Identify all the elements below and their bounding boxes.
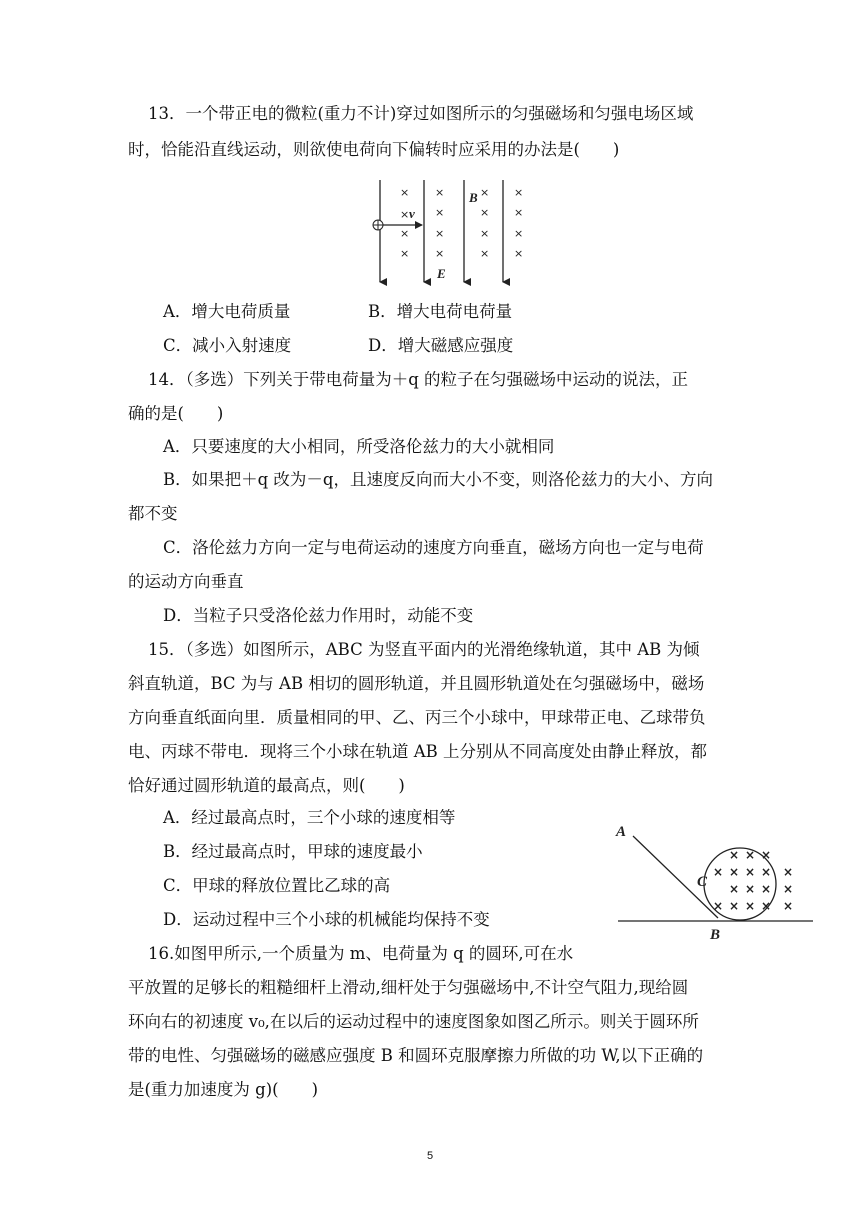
label-A: A — [616, 824, 627, 840]
b-field-cross: × — [761, 899, 772, 913]
b-field-cross: × — [745, 882, 756, 896]
b-field-cross: × — [435, 186, 445, 199]
q16-line3: 环向右的初速度 v₀,在以后的运动过程中的速度图象如图乙所示。则关于圆环所 — [128, 1012, 699, 1031]
b-field-cross: × — [400, 227, 410, 240]
b-field-cross: × — [480, 247, 490, 260]
b-field-cross: × — [745, 848, 756, 862]
q15-stem-line1: 15．（多选）如图所示，ABC 为竖直平面内的光滑绝缘轨道，其中 AB 为倾 — [148, 640, 700, 659]
b-field-cross: × — [761, 865, 772, 879]
b-field-cross: × — [514, 227, 524, 240]
q15-option-a: A．经过最高点时，三个小球的速度相等 — [163, 808, 456, 827]
q14-stem-line1: 14．（多选）下列关于带电荷量为＋q 的粒子在匀强磁场中运动的说法，正 — [148, 370, 689, 389]
b-field-cross: × — [400, 208, 410, 221]
q13-stem-line2: 时，恰能沿直线运动，则欲使电荷向下偏转时应采用的办法是( ) — [128, 140, 620, 159]
b-field-cross: × — [713, 865, 724, 879]
q13-option-d: D．增大磁感应强度 — [368, 336, 514, 355]
b-field-cross: × — [761, 882, 772, 896]
b-field-cross: × — [713, 899, 724, 913]
q15-option-b: B．经过最高点时，甲球的速度最小 — [163, 842, 423, 861]
b-field-cross: × — [745, 865, 756, 879]
q14-option-b-line1: B．如果把＋q 改为－q，且速度反向而大小不变，则洛伦兹力的大小、方向 — [163, 470, 713, 489]
b-field-cross: × — [480, 206, 490, 219]
label-v: v — [409, 206, 415, 221]
q15-stem-line4: 电、丙球不带电．现将三个小球在轨道 AB 上分别从不同高度处由静止释放，都 — [128, 742, 708, 761]
q14-option-c-line2: 的运动方向垂直 — [128, 572, 244, 591]
page-number: 5 — [426, 1150, 434, 1162]
q16-line4: 带的电性、匀强磁场的磁感应强度 B 和圆环克服摩擦力所做的功 W,以下正确的 — [128, 1046, 704, 1065]
q13-stem-line1: 13．一个带正电的微粒(重力不计)穿过如图所示的匀强磁场和匀强电场区域 — [148, 104, 694, 123]
b-field-cross: × — [783, 865, 794, 879]
b-field-cross: × — [783, 899, 794, 913]
q14-option-b-line2: 都不变 — [128, 504, 178, 523]
b-field-cross: × — [745, 899, 756, 913]
b-field-cross: × — [514, 206, 524, 219]
q14-option-a: A．只要速度的大小相同，所受洛伦兹力的大小就相同 — [163, 437, 555, 456]
b-field-cross: × — [729, 865, 740, 879]
b-field-cross: × — [783, 882, 794, 896]
b-field-cross: × — [400, 186, 410, 199]
b-field-cross: × — [480, 186, 490, 199]
q13-option-a: A．增大电荷质量 — [163, 302, 291, 321]
q15-stem-line3: 方向垂直纸面向里．质量相同的甲、乙、丙三个小球中，甲球带正电、乙球带负 — [128, 708, 706, 727]
q13-option-b: B．增大电荷电荷量 — [368, 302, 513, 321]
label-E: E — [437, 266, 446, 281]
b-field-cross: × — [435, 206, 445, 219]
q13-field-figure — [365, 178, 545, 290]
b-field-cross: × — [480, 227, 490, 240]
q14-stem-line2: 确的是( ) — [128, 404, 224, 423]
b-field-cross: × — [729, 899, 740, 913]
q16-line1: 16.如图甲所示,一个质量为 m、电荷量为 q 的圆环,可在水 — [148, 944, 574, 963]
b-field-cross: × — [514, 186, 524, 199]
b-field-cross: × — [514, 247, 524, 260]
b-field-cross: × — [435, 227, 445, 240]
q15-option-c: C．甲球的释放位置比乙球的高 — [163, 876, 391, 895]
b-field-cross: × — [761, 848, 772, 862]
b-field-cross: × — [729, 848, 740, 862]
q15-track-figure — [608, 808, 818, 943]
b-field-cross: × — [435, 247, 445, 260]
q14-option-d: D．当粒子只受洛伦兹力作用时，动能不变 — [163, 606, 474, 625]
q15-stem-line5: 恰好通过圆形轨道的最高点，则( ) — [128, 776, 405, 795]
label-B: B — [710, 927, 721, 943]
b-field-cross: × — [400, 247, 410, 260]
q14-option-c-line1: C．洛伦兹力方向一定与电荷运动的速度方向垂直，磁场方向也一定与电荷 — [163, 538, 704, 557]
q13-option-c: C．减小入射速度 — [163, 336, 292, 355]
b-field-cross: × — [729, 882, 740, 896]
label-C: C — [697, 874, 708, 890]
q16-line2: 平放置的足够长的粗糙细杆上滑动,细杆处于匀强磁场中,不计空气阻力,现给圆 — [128, 978, 689, 997]
q16-line5: 是(重力加速度为 g)( ) — [128, 1080, 319, 1099]
label-B: B — [469, 190, 478, 205]
q15-stem-line2: 斜直轨道，BC 为与 AB 相切的圆形轨道，并且圆形轨道处在匀强磁场中，磁场 — [128, 674, 705, 693]
q15-option-d: D．运动过程中三个小球的机械能均保持不变 — [163, 910, 490, 929]
